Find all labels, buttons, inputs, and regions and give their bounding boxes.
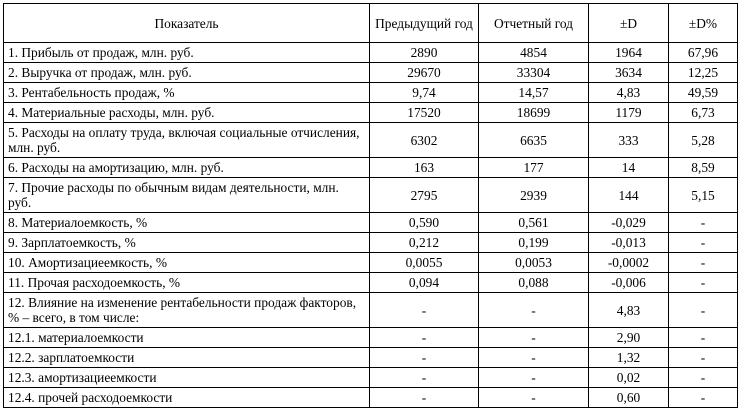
table-row [4, 158, 738, 178]
row-previous: 9,74 [370, 83, 479, 103]
row-name: 7. Прочие расходы по обычным видам деятельности, млн. руб. [4, 178, 370, 213]
row-current: 4854 [479, 43, 589, 63]
row-name: 1. Прибыль от продаж, млн. руб. [4, 43, 370, 63]
row-diff: 1,32 [589, 348, 669, 368]
row-name: 5. Расходы на оплату труда, включая социальные отчисления, млн. руб. [4, 123, 370, 158]
row-diff-pct: - [669, 213, 738, 233]
table-row [4, 83, 738, 103]
row-current: 177 [479, 158, 589, 178]
table-row [4, 103, 738, 123]
header-abs-change: ±D [589, 4, 669, 43]
row-previous: 2795 [370, 178, 479, 213]
row-previous: 0,094 [370, 273, 479, 293]
row-name: 6. Расходы на амортизацию, млн. руб. [4, 158, 370, 178]
row-diff: 333 [589, 123, 669, 158]
row-previous: 0,212 [370, 233, 479, 253]
row-diff: 3634 [589, 63, 669, 83]
row-name: 12. Влияние на изменение рентабельности продаж факторов, % – всего, в том числе: [4, 293, 370, 328]
row-diff-pct: - [669, 293, 738, 328]
row-previous: - [370, 368, 479, 388]
row-diff-pct: - [669, 328, 738, 348]
row-current: - [479, 348, 589, 368]
table-row [4, 123, 738, 158]
row-name: 12.4. прочей расходоемкости [4, 388, 370, 408]
row-diff-pct: 12,25 [669, 63, 738, 83]
row-current: - [479, 368, 589, 388]
row-diff-pct: - [669, 273, 738, 293]
row-previous: 29670 [370, 63, 479, 83]
row-diff: -0,006 [589, 273, 669, 293]
row-previous: 2890 [370, 43, 479, 63]
row-previous: - [370, 348, 479, 368]
row-diff-pct: 5,28 [669, 123, 738, 158]
header-row [4, 4, 738, 43]
row-current: 0,561 [479, 213, 589, 233]
row-previous: 0,590 [370, 213, 479, 233]
row-diff: 0,02 [589, 368, 669, 388]
row-diff: 4,83 [589, 293, 669, 328]
row-diff-pct: - [669, 348, 738, 368]
row-current: 0,199 [479, 233, 589, 253]
header-reporting-year: Отчетный год [479, 4, 589, 43]
row-name: 11. Прочая расходоемкость, % [4, 273, 370, 293]
table-row [4, 178, 738, 213]
header-pct-change: ±D% [669, 4, 738, 43]
row-name: 3. Рентабельность продаж, % [4, 83, 370, 103]
row-name: 10. Амортизациеемкость, % [4, 253, 370, 273]
row-name: 4. Материальные расходы, млн. руб. [4, 103, 370, 123]
row-diff: -0,0002 [589, 253, 669, 273]
row-current: - [479, 293, 589, 328]
table-row [4, 273, 738, 293]
row-name: 12.1. материалоемкости [4, 328, 370, 348]
row-diff: 4,83 [589, 83, 669, 103]
row-diff-pct: 49,59 [669, 83, 738, 103]
row-current: - [479, 388, 589, 408]
table-row [4, 328, 738, 348]
row-current: 33304 [479, 63, 589, 83]
row-current: 14,57 [479, 83, 589, 103]
row-diff: 1179 [589, 103, 669, 123]
header-indicator: Показатель [4, 4, 370, 43]
row-previous: - [370, 328, 479, 348]
row-diff-pct: - [669, 388, 738, 408]
row-diff: 0,60 [589, 388, 669, 408]
table-row [4, 233, 738, 253]
row-current: 0,0053 [479, 253, 589, 273]
header-previous-year: Предыдущий год [370, 4, 479, 43]
row-current: 2939 [479, 178, 589, 213]
row-diff-pct: 8,59 [669, 158, 738, 178]
row-current: 0,088 [479, 273, 589, 293]
row-name: 2. Выручка от продаж, млн. руб. [4, 63, 370, 83]
indicators-table [3, 3, 738, 408]
row-diff-pct: - [669, 253, 738, 273]
row-current: - [479, 328, 589, 348]
table-row [4, 368, 738, 388]
row-previous: 163 [370, 158, 479, 178]
row-diff: 1964 [589, 43, 669, 63]
table-row [4, 43, 738, 63]
row-diff-pct: - [669, 368, 738, 388]
row-current: 6635 [479, 123, 589, 158]
row-current: 18699 [479, 103, 589, 123]
row-name: 9. Зарплатоемкость, % [4, 233, 370, 253]
row-diff-pct: 67,96 [669, 43, 738, 63]
row-previous: - [370, 388, 479, 408]
table-row [4, 348, 738, 368]
row-diff-pct: - [669, 233, 738, 253]
row-previous: - [370, 293, 479, 328]
row-diff-pct: 6,73 [669, 103, 738, 123]
row-diff: 2,90 [589, 328, 669, 348]
row-name: 12.3. амортизациеемкости [4, 368, 370, 388]
row-diff-pct: 5,15 [669, 178, 738, 213]
row-name: 12.2. зарплатоемкости [4, 348, 370, 368]
table-row [4, 253, 738, 273]
row-previous: 6302 [370, 123, 479, 158]
row-previous: 17520 [370, 103, 479, 123]
row-diff: 144 [589, 178, 669, 213]
row-previous: 0,0055 [370, 253, 479, 273]
table-row [4, 63, 738, 83]
table-row [4, 293, 738, 328]
table-row [4, 388, 738, 408]
row-diff: -0,029 [589, 213, 669, 233]
row-name: 8. Материалоемкость, % [4, 213, 370, 233]
row-diff: 14 [589, 158, 669, 178]
table-row [4, 213, 738, 233]
row-diff: -0,013 [589, 233, 669, 253]
